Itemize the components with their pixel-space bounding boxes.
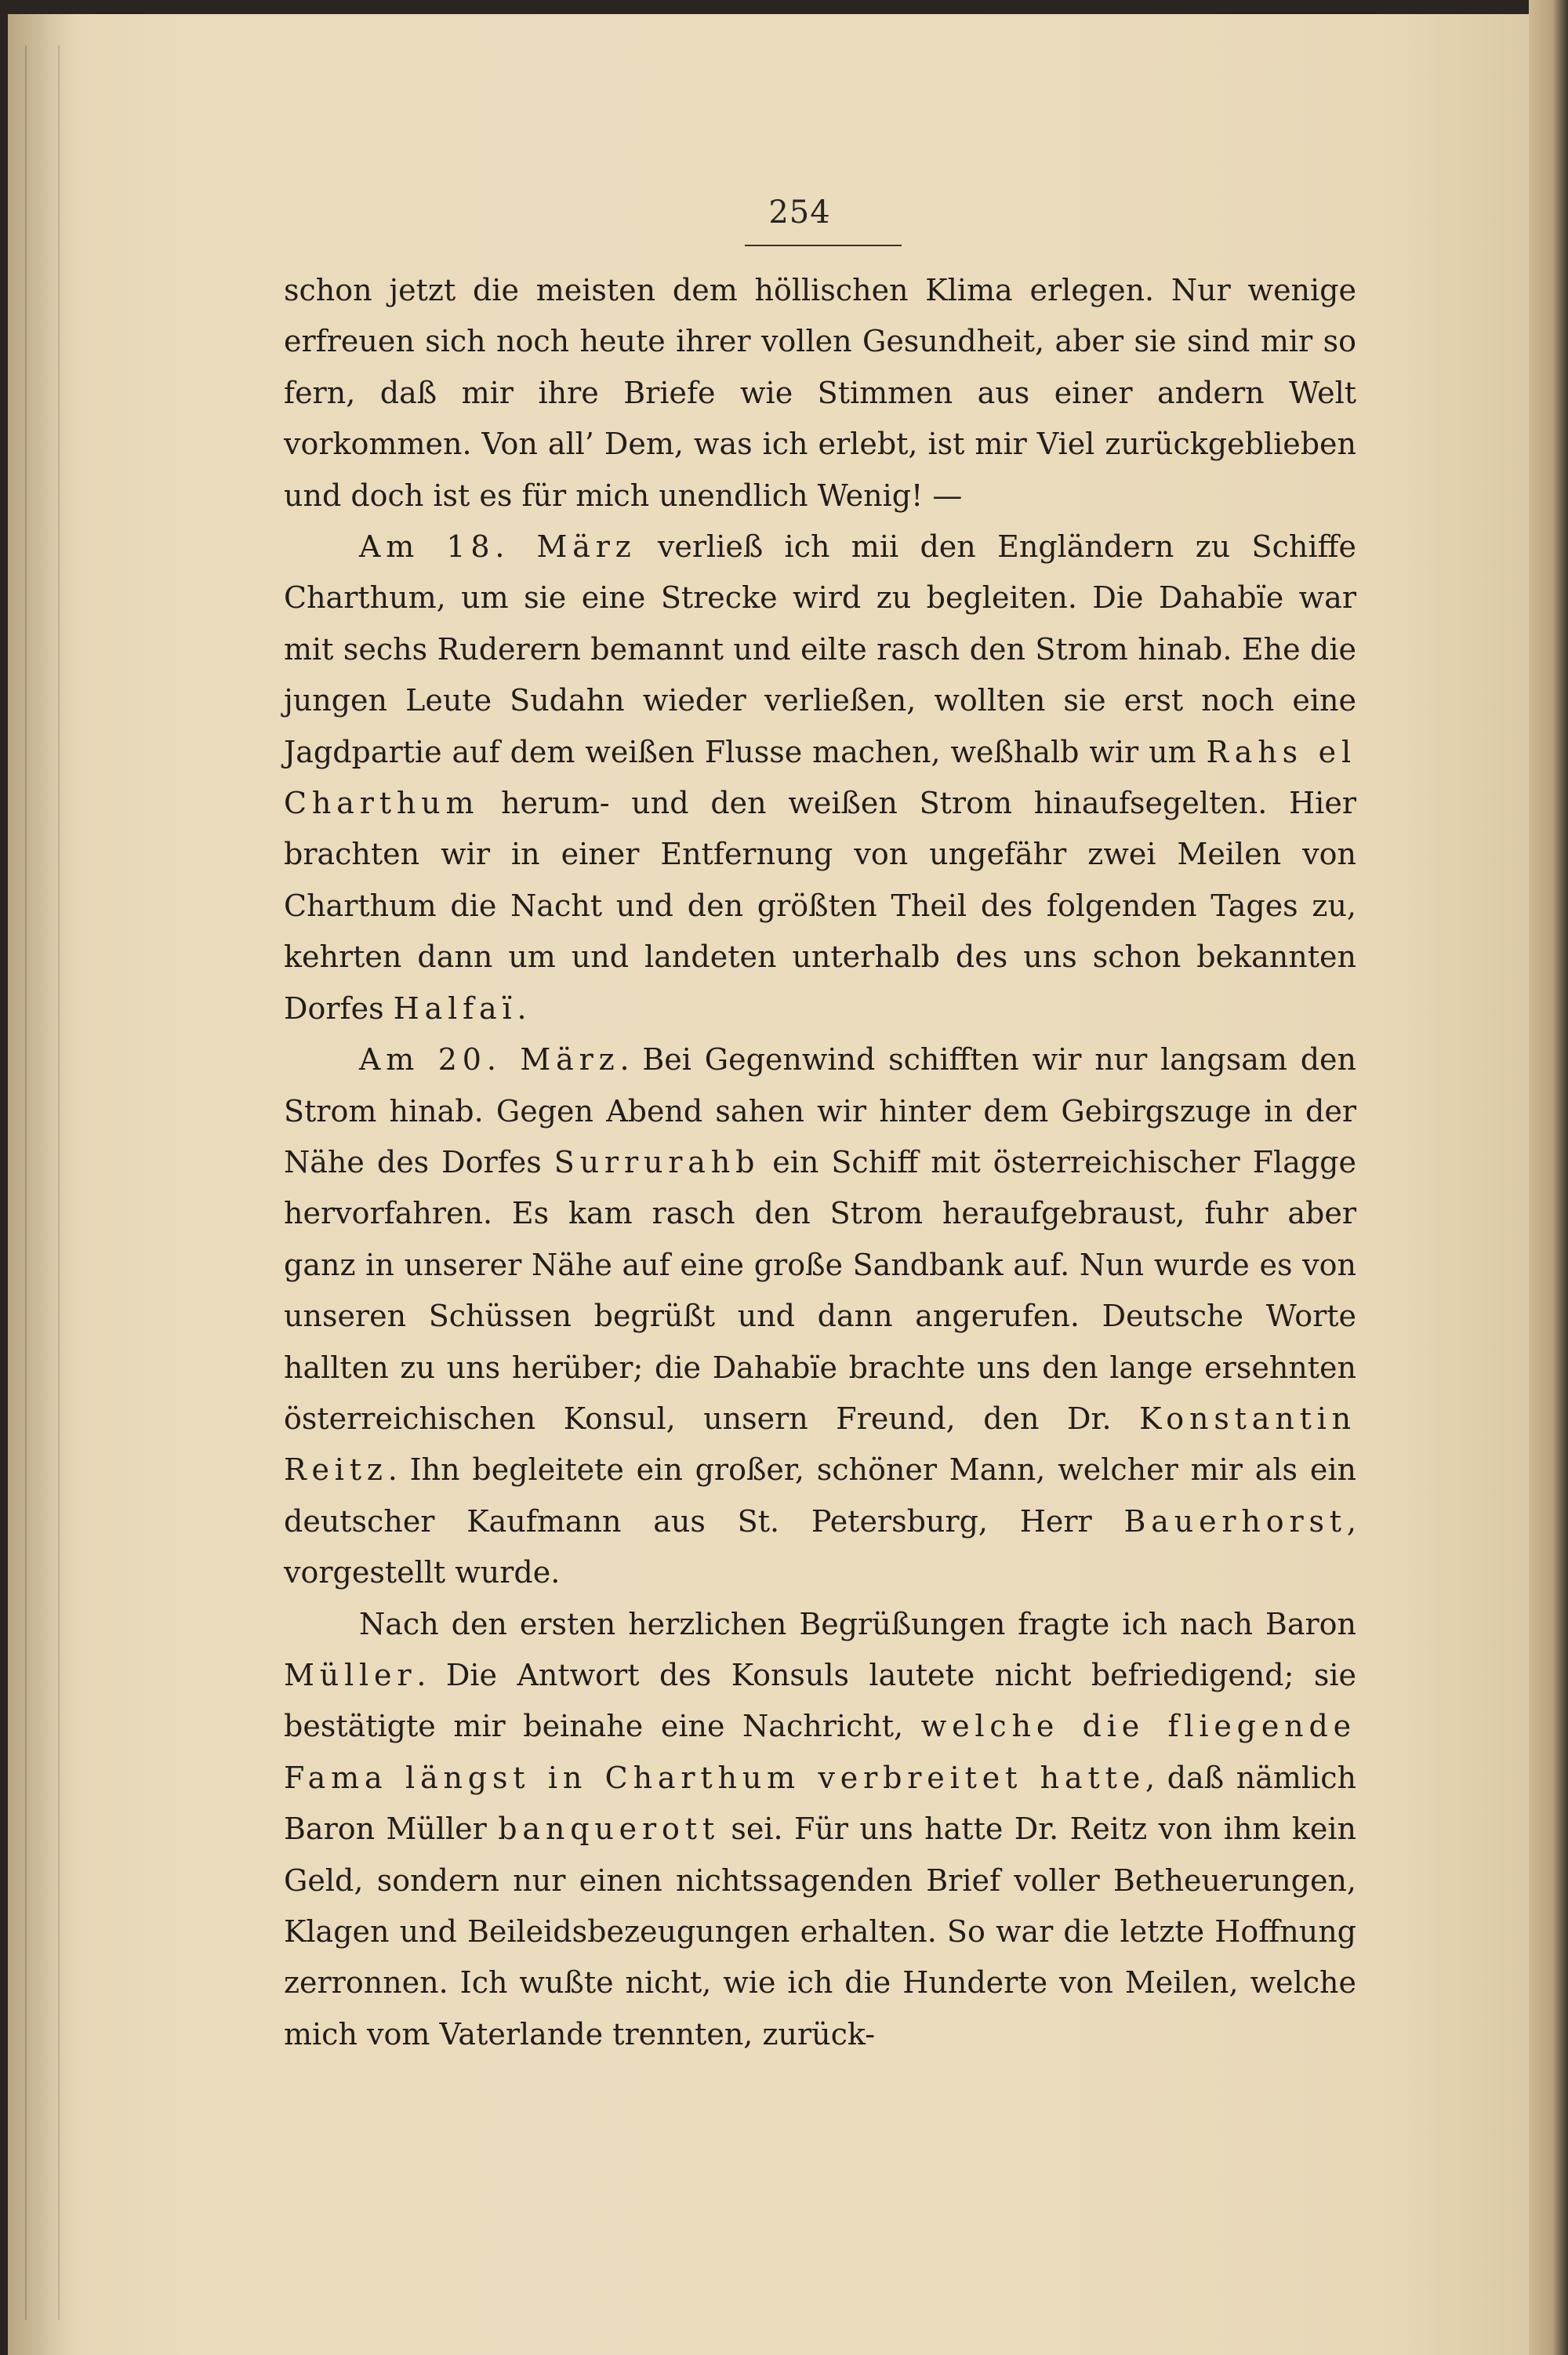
spaced-emphasis: Müller: [284, 1657, 417, 1692]
page-edge: [1529, 0, 1568, 2355]
page-gutter: [25, 45, 60, 2320]
paragraph: [284, 522, 1356, 1034]
header-rule: [745, 245, 902, 246]
text-segment: herum- und den weißen Strom hinaufsegelten. Hier brachten wir in einer Entfernung von ungefähr zwei Meilen von Charthum die Nacht und den größten Theil des folgenden Tages zu, kehrten dann um und landeten unterhalb des uns schon bekannten Dorfes: [284, 786, 1356, 1026]
spaced-emphasis: Am 18. März: [359, 529, 637, 565]
text-segment: verließ ich mii den Engländern zu Schiffe Charthum, um sie eine Strecke wird zu begleiten. Die Dahabïe war mit sechs Ruderern bemannt und eilte rasch den Strom hinab. Ehe die jungen Leute Sudahn wieder verließen, wollten sie erst noch eine Jagdpartie auf dem weißen Flusse machen, weßhalb wir um: [284, 529, 1356, 769]
text-segment: , daß nämlich Baron Müller: [284, 1760, 1356, 1847]
paragraph: [284, 1034, 1356, 1598]
page-header: [0, 194, 1568, 231]
spaced-emphasis: Konstantin Reitz: [284, 1401, 1356, 1488]
text-segment: , vorgestellt wurde.: [284, 1503, 1356, 1590]
spaced-emphasis: Bauerhorst: [1123, 1503, 1347, 1539]
text-segment: . Die Antwort des Konsuls lautete nicht befriedigend; sie bestätigte mir beinahe eine Nachricht,: [284, 1657, 1356, 1744]
text-segment: sei. Für uns hatte Dr. Reitz von ihm kein Geld, sondern nur einen nichtssagenden Brief voller Betheuerungen, Klagen und Beileidsbezeugungen erhalten. So war die letzte Hoffnung zerronnen. Ich wußte nicht, wie ich die Hunderte von Meilen, welche mich vom Vaterlande trennten, zurück-: [284, 1812, 1356, 2052]
page-number: 254: [768, 194, 831, 231]
spaced-emphasis: welche die fliegende Fama längst in Charthum verbreitet hatte: [284, 1709, 1356, 1795]
paragraph: [284, 265, 1356, 522]
text-segment: ein Schiff mit österreichischer Flagge hervorfahren. Es kam rasch den Strom heraufgebraust, fuhr aber ganz in unserer Nähe auf eine große Sandbank auf. Nun wurde es von unseren Schüssen begrüßt und dann angerufen. Deutsche Worte hallten zu uns herüber; die Dahabïe brachte uns den lange ersehnten österreichischen Konsul, unsern Freund, den Dr.: [284, 1144, 1356, 1436]
text-segment: Nach den ersten herzlichen Begrüßungen fragte ich nach Baron: [359, 1606, 1356, 1641]
spaced-emphasis: banquerott: [498, 1812, 720, 1847]
body-text: [284, 265, 1356, 2060]
text-segment: .: [517, 990, 527, 1026]
text-segment: . Bei Gegenwind schifften wir nur langsam den Strom hinab. Gegen Abend sahen wir hinter dem Gebirgszuge in der Nähe des Dorfes: [284, 1042, 1356, 1179]
text-segment: . Ihn begleitete ein großer, schöner Mann, welcher mir als ein deutscher Kaufmann aus St. Petersburg, Herr: [284, 1452, 1356, 1539]
spaced-emphasis: Halfaï: [393, 990, 517, 1026]
spaced-emphasis: Surrurahb: [554, 1144, 760, 1179]
text-segment: schon jetzt die meisten dem höllischen Klima erlegen. Nur wenige erfreuen sich noch heute ihrer vollen Gesundheit, aber sie sind mir so fern, daß mir ihre Briefe wie Stimmen aus einer andern Welt vorkommen. Von all’ Dem, was ich erlebt, ist mir Viel zurückgeblieben und doch ist es für mich unendlich Wenig! —: [284, 273, 1356, 513]
paragraph: [284, 1599, 1356, 2061]
spaced-emphasis: Rahs el Charthum: [284, 734, 1357, 821]
spaced-emphasis: Am 20. März: [359, 1042, 620, 1078]
